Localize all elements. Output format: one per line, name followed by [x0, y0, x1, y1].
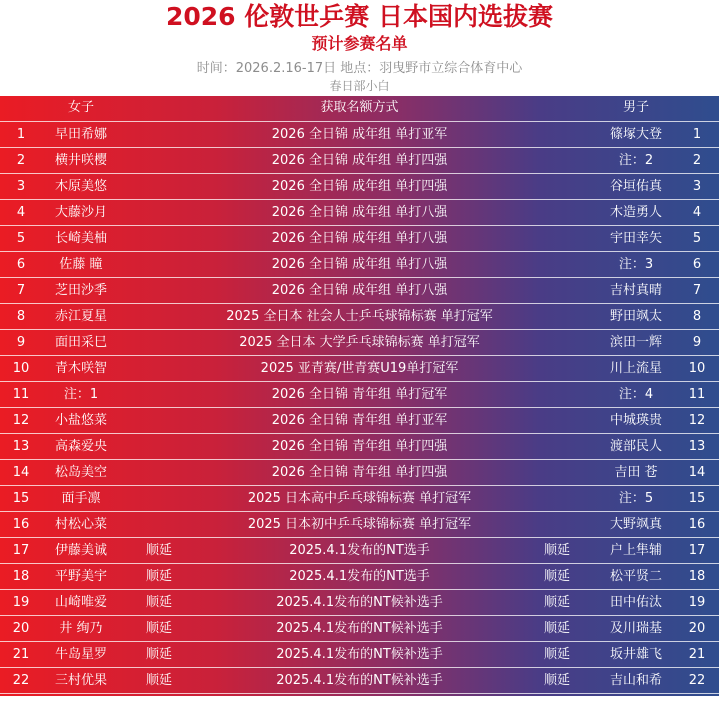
row-index-right: 19	[688, 595, 706, 610]
women-player: 井 绚乃	[59, 621, 103, 636]
women-player: 大藤沙月	[54, 205, 107, 220]
men-player: 坂井雄飞	[609, 647, 662, 662]
men-player: 注：4	[618, 387, 654, 402]
qualification-method: 2026 全日锦 成年组 单打亚军	[271, 127, 448, 142]
women-defer-tag: 顺延	[146, 673, 173, 688]
table-row	[0, 277, 719, 303]
row-index-right: 7	[692, 283, 702, 298]
table-row	[0, 563, 719, 589]
table-header	[0, 96, 719, 120]
men-column-header: 男子	[622, 100, 649, 115]
row-index-left: 13	[12, 439, 30, 454]
table-row	[0, 199, 719, 225]
men-player: 户上隼辅	[609, 543, 662, 558]
qualification-method: 2026 全日锦 成年组 单打八强	[271, 231, 448, 246]
men-player: 注：5	[618, 491, 654, 506]
table-row	[0, 615, 719, 641]
men-player: 谷垣佑真	[609, 179, 662, 194]
table-row	[0, 407, 719, 433]
qualification-method: 2025.4.1发布的NT候补选手	[276, 595, 443, 610]
row-index-left: 11	[12, 387, 30, 402]
qualification-method: 2026 全日锦 青年组 单打冠军	[271, 387, 448, 402]
table-row	[0, 485, 719, 511]
row-index-left: 2	[16, 153, 26, 168]
row-index-left: 21	[12, 647, 30, 662]
row-index-left: 3	[16, 179, 26, 194]
men-player: 野田飒太	[609, 309, 662, 324]
table-row	[0, 355, 719, 381]
men-player: 吉村真晴	[609, 283, 662, 298]
men-player: 滨田一辉	[609, 335, 662, 350]
row-index-left: 17	[12, 543, 30, 558]
men-defer-tag: 顺延	[544, 673, 571, 688]
qualification-method: 2025.4.1发布的NT候补选手	[276, 647, 443, 662]
row-index-right: 8	[692, 309, 702, 324]
row-index-right: 20	[688, 621, 706, 636]
women-defer-tag: 顺延	[146, 543, 173, 558]
row-index-left: 19	[12, 595, 30, 610]
row-index-left: 18	[12, 569, 30, 584]
women-player: 横井咲樱	[54, 153, 107, 168]
men-player: 渡部民人	[609, 439, 662, 454]
row-index-right: 9	[692, 335, 702, 350]
women-player: 面田采巳	[54, 335, 107, 350]
roster-table	[0, 121, 719, 719]
qualification-method: 2025.4.1发布的NT选手	[289, 569, 430, 584]
row-index-right: 4	[692, 205, 702, 220]
author-credit: 春日部小白	[329, 79, 390, 93]
qualification-method: 2025 日本初中乒乓球锦标赛 单打冠军	[247, 517, 472, 532]
men-player: 注：3	[618, 257, 654, 272]
page-subtitle: 预计参赛名单	[311, 34, 408, 53]
event-info: 时间：2026.2.16-17日 地点：羽曳野市立综合体育中心	[196, 61, 523, 76]
table-row	[0, 667, 719, 693]
women-defer-tag: 顺延	[146, 569, 173, 584]
women-player: 高森爱央	[54, 439, 107, 454]
men-player: 木造勇人	[609, 205, 662, 220]
women-defer-tag: 顺延	[146, 647, 173, 662]
table-row	[0, 251, 719, 277]
row-index-right: 18	[688, 569, 706, 584]
qualification-method: 2025 日本高中乒乓球锦标赛 单打冠军	[247, 491, 472, 506]
qualification-method: 2026 全日锦 青年组 单打亚军	[271, 413, 448, 428]
qualification-method: 2026 全日锦 成年组 单打八强	[271, 257, 448, 272]
women-player: 平野美宇	[54, 569, 107, 584]
men-defer-tag: 顺延	[544, 699, 571, 714]
row-index-left: 8	[16, 309, 26, 324]
table-row	[0, 173, 719, 199]
qualification-method: 2025.4.1发布的NT候补选手	[276, 621, 443, 636]
women-defer-tag: 顺延	[146, 699, 173, 714]
row-index-left: 4	[16, 205, 26, 220]
qualification-method: 2026 全日锦 成年组 单打四强	[271, 153, 448, 168]
women-player: 伊藤美诚	[54, 543, 107, 558]
row-index-right: 21	[688, 647, 706, 662]
row-index-right: 1	[692, 127, 702, 142]
row-index-left: 10	[12, 361, 30, 376]
row-index-left: 12	[12, 413, 30, 428]
row-index-right: 16	[688, 517, 706, 532]
row-index-left: 6	[16, 257, 26, 272]
page-title: 2026 伦敦世乒赛 日本国内选拔赛	[166, 2, 553, 31]
women-player: 松岛美空	[54, 465, 107, 480]
men-defer-tag: 顺延	[544, 569, 571, 584]
table-row	[0, 147, 719, 173]
row-index-left: 23	[12, 699, 30, 714]
women-player: 赤江夏星	[54, 309, 107, 324]
table-row	[0, 537, 719, 563]
men-player: 川上流星	[609, 361, 662, 376]
row-index-right: 23	[688, 699, 706, 714]
women-player: 小盐悠菜	[54, 413, 107, 428]
women-player: 芝田沙季	[54, 283, 107, 298]
row-index-left: 15	[12, 491, 30, 506]
women-player: 田村美佳	[54, 699, 107, 714]
row-index-right: 12	[688, 413, 706, 428]
women-player: 村松心菜	[54, 517, 107, 532]
qualification-method: 2025.4.1发布的NT候补选手	[276, 673, 443, 688]
men-defer-tag: 顺延	[544, 647, 571, 662]
women-player: 三村优果	[54, 673, 107, 688]
table-row	[0, 433, 719, 459]
qualification-method: 2025.4.1发布的NT候补选手	[276, 699, 443, 714]
women-player: 山崎唯爱	[54, 595, 107, 610]
row-index-right: 2	[692, 153, 702, 168]
women-defer-tag: 顺延	[146, 621, 173, 636]
women-player: 长崎美柚	[54, 231, 107, 246]
qualification-method: 2026 全日锦 成年组 单打八强	[271, 205, 448, 220]
row-index-left: 16	[12, 517, 30, 532]
men-player: 吉田 苍	[614, 465, 658, 480]
row-index-left: 5	[16, 231, 26, 246]
qualification-method: 2025 全日本 社会人士乒乓球锦标赛 单打冠军	[226, 309, 493, 324]
qualification-method: 2025 亚青赛/世青赛U19单打冠军	[260, 361, 459, 376]
men-defer-tag: 顺延	[544, 543, 571, 558]
table-row	[0, 225, 719, 251]
women-player: 注：1	[63, 387, 99, 402]
row-index-right: 15	[688, 491, 706, 506]
men-player: 吉山和希	[609, 673, 662, 688]
table-row	[0, 381, 719, 407]
women-player: 早田希娜	[54, 127, 107, 142]
women-player: 牛岛星罗	[54, 647, 107, 662]
row-index-right: 3	[692, 179, 702, 194]
table-row	[0, 693, 719, 719]
men-player: 注：2	[618, 153, 654, 168]
women-defer-tag: 顺延	[146, 595, 173, 610]
row-index-left: 22	[12, 673, 30, 688]
women-column-header: 女子	[67, 100, 94, 115]
qualification-method: 2026 全日锦 成年组 单打八强	[271, 283, 448, 298]
row-index-left: 9	[16, 335, 26, 350]
row-index-left: 14	[12, 465, 30, 480]
row-index-right: 6	[692, 257, 702, 272]
table-row	[0, 589, 719, 615]
row-index-right: 22	[688, 673, 706, 688]
women-player: 木原美悠	[54, 179, 107, 194]
men-player: 德田干太	[609, 699, 662, 714]
method-column-header: 获取名额方式	[320, 100, 399, 115]
table-row	[0, 121, 719, 147]
row-index-right: 11	[688, 387, 706, 402]
row-index-right: 13	[688, 439, 706, 454]
row-index-right: 10	[688, 361, 706, 376]
men-player: 中城瑛贵	[609, 413, 662, 428]
women-player: 面手凛	[61, 491, 101, 506]
table-row	[0, 511, 719, 537]
men-defer-tag: 顺延	[544, 621, 571, 636]
women-player: 青木咲智	[54, 361, 107, 376]
men-player: 篠塚大登	[609, 127, 662, 142]
table-row	[0, 641, 719, 667]
qualification-method: 2026 全日锦 成年组 单打四强	[271, 179, 448, 194]
table-row	[0, 329, 719, 355]
men-player: 及川瑞基	[609, 621, 662, 636]
men-player: 田中佑汰	[609, 595, 662, 610]
row-index-left: 1	[16, 127, 26, 142]
row-index-left: 7	[16, 283, 26, 298]
men-player: 松平贤二	[609, 569, 662, 584]
women-player: 佐藤 瞳	[59, 257, 103, 272]
row-index-right: 17	[688, 543, 706, 558]
header	[0, 0, 719, 96]
qualification-method: 2025.4.1发布的NT选手	[289, 543, 430, 558]
qualification-method: 2026 全日锦 青年组 单打四强	[271, 439, 448, 454]
row-index-right: 14	[688, 465, 706, 480]
row-index-left: 20	[12, 621, 30, 636]
men-player: 大野飒真	[609, 517, 662, 532]
men-player: 宇田幸矢	[609, 231, 662, 246]
row-index-right: 5	[692, 231, 702, 246]
men-defer-tag: 顺延	[544, 595, 571, 610]
table-row	[0, 303, 719, 329]
qualification-method: 2025 全日本 大学乒乓球锦标赛 单打冠军	[239, 335, 480, 350]
qualification-method: 2026 全日锦 青年组 单打四强	[271, 465, 448, 480]
table-row	[0, 459, 719, 485]
